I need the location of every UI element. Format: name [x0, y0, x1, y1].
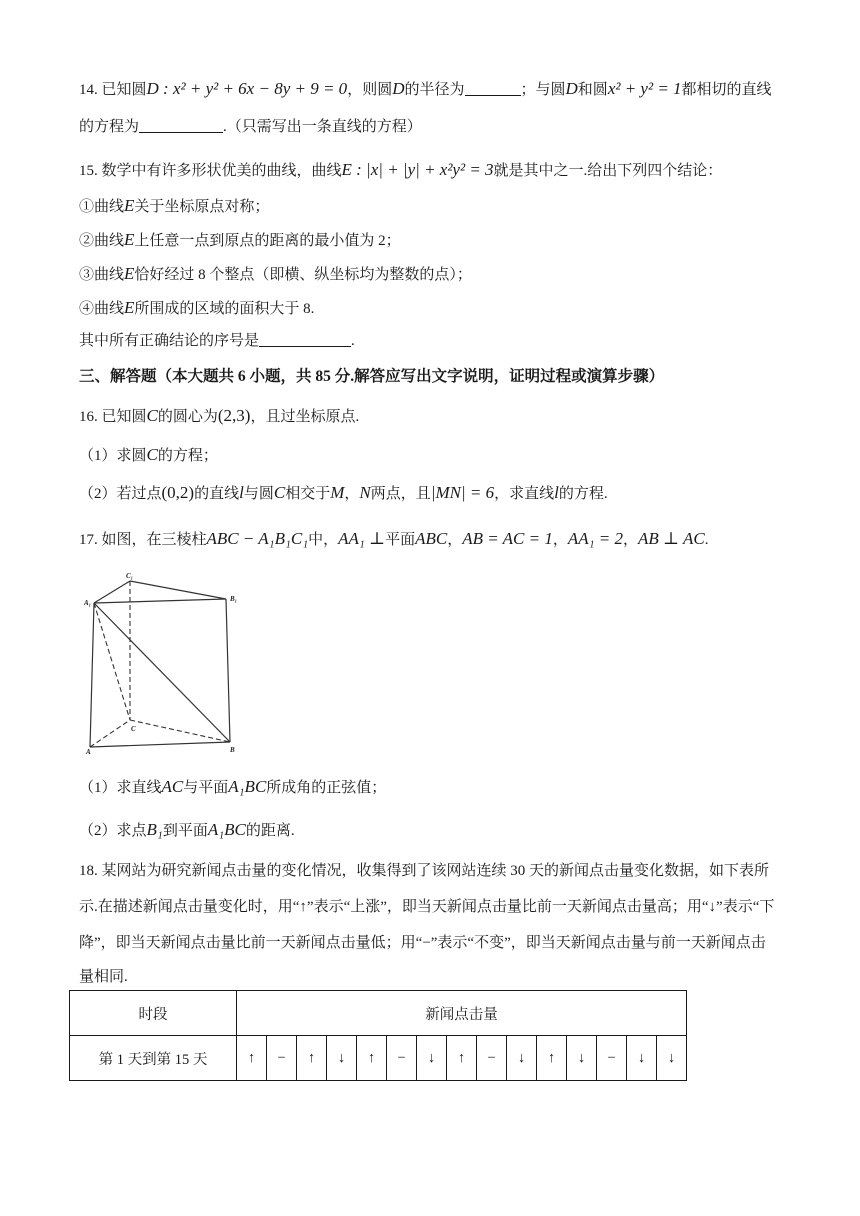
q17-plane: ABC [415, 529, 448, 548]
q14-unit-circle: x² + y² = 1 [607, 79, 682, 98]
q14-answer-blank-1 [465, 81, 521, 96]
q14-text: 的半径为 [404, 82, 465, 98]
change-cell: ↓ [657, 1036, 687, 1081]
q15-var: E [124, 298, 135, 317]
q17-text: 平面 [385, 532, 416, 548]
change-cell: ↓ [507, 1036, 537, 1081]
q18-line1: 18. 某网站为研究新闻点击量的变化情况，收集得到了该网站连续 30 天的新闻点击量变化数据，如下表所 [79, 863, 770, 879]
q15-text: 上任意一点到原点的距离的最小值为 2； [134, 233, 401, 249]
q15-text: 恰好经过 8 个整点（即横、纵坐标均为整数的点）； [134, 267, 472, 283]
edge-b1b [226, 599, 230, 742]
change-cell: − [267, 1036, 297, 1081]
q17-plane: A₁BC [228, 777, 267, 796]
q16-center: (2,3) [217, 406, 251, 425]
q14-text: .（只需写出一条直线的方程） [223, 119, 422, 135]
q15-text: ②曲线 [79, 233, 125, 249]
edge-a1c1 [94, 581, 130, 603]
q14-text: ；与圆 [520, 82, 566, 98]
q18-line3: 降”，即当天新闻点击量比前一天新闻点击量低；用“−”表示“不变”，即当天新闻点击量与前一天新闻点击 [79, 935, 766, 951]
q17-line-ac: AC [161, 777, 184, 796]
q14-circle-equation: D : x² + y² + 6x − 8y + 9 = 0 [146, 79, 348, 98]
row-label: 第 1 天到第 15 天 [70, 1036, 237, 1081]
q15-conclusion-1 [79, 196, 269, 217]
q16-text: ，且过坐标原点. [250, 409, 360, 425]
q17-line1 [79, 529, 708, 550]
prism-figure [84, 570, 244, 755]
q17-text: 的距离. [245, 823, 295, 839]
q15-ask [79, 331, 355, 351]
change-cell: ↓ [627, 1036, 657, 1081]
edge-a1b [94, 603, 230, 742]
q16-text: （2）若过点 [79, 486, 162, 502]
q14-text: 都相切的直线 [681, 82, 772, 98]
q17-text: 所成角的正弦值； [266, 780, 387, 796]
edge-cb-hidden [130, 720, 230, 742]
change-cell: ↑ [237, 1036, 267, 1081]
label-b: B [230, 746, 235, 754]
change-cell: ↑ [537, 1036, 567, 1081]
q16-sub-2 [79, 483, 608, 504]
table-row [70, 1036, 687, 1081]
q15-text: ①曲线 [79, 199, 125, 215]
q17-condition: AA₁ ⊥ [338, 529, 386, 548]
q15-text: 数学中有许多形状优美的曲线，曲线 [101, 163, 342, 179]
q16-number: 16. [79, 409, 98, 425]
header-clicks: 新闻点击量 [237, 991, 687, 1036]
q17-condition: AB = AC = 1 [462, 529, 553, 548]
q16-sub-1 [79, 445, 218, 466]
change-cell: ↑ [297, 1036, 327, 1081]
q15-line1 [79, 160, 722, 181]
q17-text: . [704, 532, 709, 548]
q15-text: ③曲线 [79, 267, 125, 283]
q17-condition: AB ⊥ AC [638, 529, 705, 548]
q15-number: 15. [79, 163, 98, 179]
edge-ac-hidden [90, 720, 130, 747]
q17-text: 到平面 [162, 823, 208, 839]
q14-answer-blank-2 [139, 118, 223, 133]
q16-text: 与圆 [243, 486, 274, 502]
q16-var: C [146, 406, 158, 425]
change-cell: ↑ [447, 1036, 477, 1081]
q14-var: D [392, 79, 405, 98]
edge-ab [90, 742, 230, 747]
q14-text: 和圆 [577, 82, 608, 98]
label-b1: B₁ [230, 595, 238, 603]
q16-text: ， [344, 486, 360, 502]
q16-var: l [239, 483, 244, 502]
q14-line1 [79, 79, 772, 100]
q14-text: ，则圆 [347, 82, 393, 98]
q17-text: （1）求直线 [79, 780, 162, 796]
change-cell: ↓ [417, 1036, 447, 1081]
q15-conclusion-2 [79, 230, 401, 251]
q17-text: 与平面 [183, 780, 229, 796]
q16-point: (0,2) [161, 483, 195, 502]
news-clicks-table [69, 990, 687, 1081]
q16-text: 的直线 [194, 486, 240, 502]
edge-a1a [90, 603, 94, 747]
q16-text: （1）求圆 [79, 448, 147, 464]
q15-conclusion-3 [79, 264, 472, 285]
change-cell: − [477, 1036, 507, 1081]
q16-var: N [359, 483, 371, 502]
q16-chord-length: |MN| = 6 [430, 483, 495, 502]
q16-var: l [554, 483, 559, 502]
q16-text: 相交于 [285, 486, 331, 502]
q17-point: B₁ [146, 820, 163, 839]
q15-var: E [124, 196, 135, 215]
q16-text: ，求直线 [494, 486, 555, 502]
q14-line2 [79, 117, 422, 137]
q17-condition: AA₁ = 2 [567, 529, 624, 548]
change-cell: ↑ [357, 1036, 387, 1081]
q17-text: （2）求点 [79, 823, 147, 839]
q16-text: 的圆心为 [157, 409, 218, 425]
q15-conclusion-4 [79, 298, 314, 319]
q16-text: 的方程； [157, 448, 218, 464]
q15-var: E [124, 230, 135, 249]
q17-plane: A₁BC [207, 820, 246, 839]
q17-text: ， [552, 532, 568, 548]
q15-text: ④曲线 [79, 301, 125, 317]
q15-answer-blank [259, 332, 351, 347]
q15-text: 关于坐标原点对称； [134, 199, 270, 215]
header-period: 时段 [70, 991, 237, 1036]
q16-var: C [273, 483, 286, 502]
q15-var: E [124, 264, 135, 283]
q18-line2: 示.在描述新闻点击量变化时，用“↑”表示“上涨”，即当天新闻点击量比前一天新闻点击量高；用“↓”表示“下 [79, 899, 775, 915]
q15-text: 其中所有正确结论的序号是 [79, 333, 260, 349]
q14-text: 的方程为 [79, 119, 140, 135]
table-header-row [70, 991, 687, 1036]
q17-sub-1 [79, 777, 386, 798]
q17-text: 如图，在三棱柱 [101, 532, 207, 548]
q16-text: 的方程. [558, 486, 608, 502]
q16-text: 已知圆 [101, 409, 147, 425]
q15-text: 就是其中之一.给出下列四个结论： [493, 163, 723, 179]
label-a: A [86, 748, 91, 755]
change-cell: − [387, 1036, 417, 1081]
q15-text: 所围成的区域的面积大于 8. [134, 301, 315, 317]
q17-sub-2 [79, 820, 295, 841]
q15-curve-equation: E : |x| + |y| + x²y² = 3 [341, 160, 494, 179]
q14-text: 已知圆 [101, 82, 147, 98]
change-cell: ↓ [567, 1036, 597, 1081]
q15-text: . [351, 333, 355, 349]
q16-var: C [146, 445, 158, 464]
q17-number: 17. [79, 532, 98, 548]
q17-text: ， [447, 532, 463, 548]
q17-text: ， [623, 532, 639, 548]
change-cell: ↓ [327, 1036, 357, 1081]
label-c1: C₁ [126, 572, 134, 580]
q16-var: M [330, 483, 345, 502]
q18-line4: 量相同. [79, 969, 128, 985]
q14-number: 14. [79, 82, 98, 98]
label-a1: A₁ [84, 599, 92, 607]
q16-line1 [79, 406, 359, 427]
q14-var: D [565, 79, 578, 98]
edge-c1b1 [130, 581, 226, 599]
section-3-heading: 三、解答题（本大题共 6 小题，共 85 分.解答应写出文字说明，证明过程或演算步骤） [79, 368, 665, 385]
label-c: C [131, 725, 136, 733]
edge-a1b1 [94, 599, 226, 603]
q16-text: 两点，且 [370, 486, 431, 502]
change-cell: − [597, 1036, 627, 1081]
q17-prism: ABC − A₁B₁C₁ [206, 529, 309, 548]
q17-text: 中， [308, 532, 339, 548]
